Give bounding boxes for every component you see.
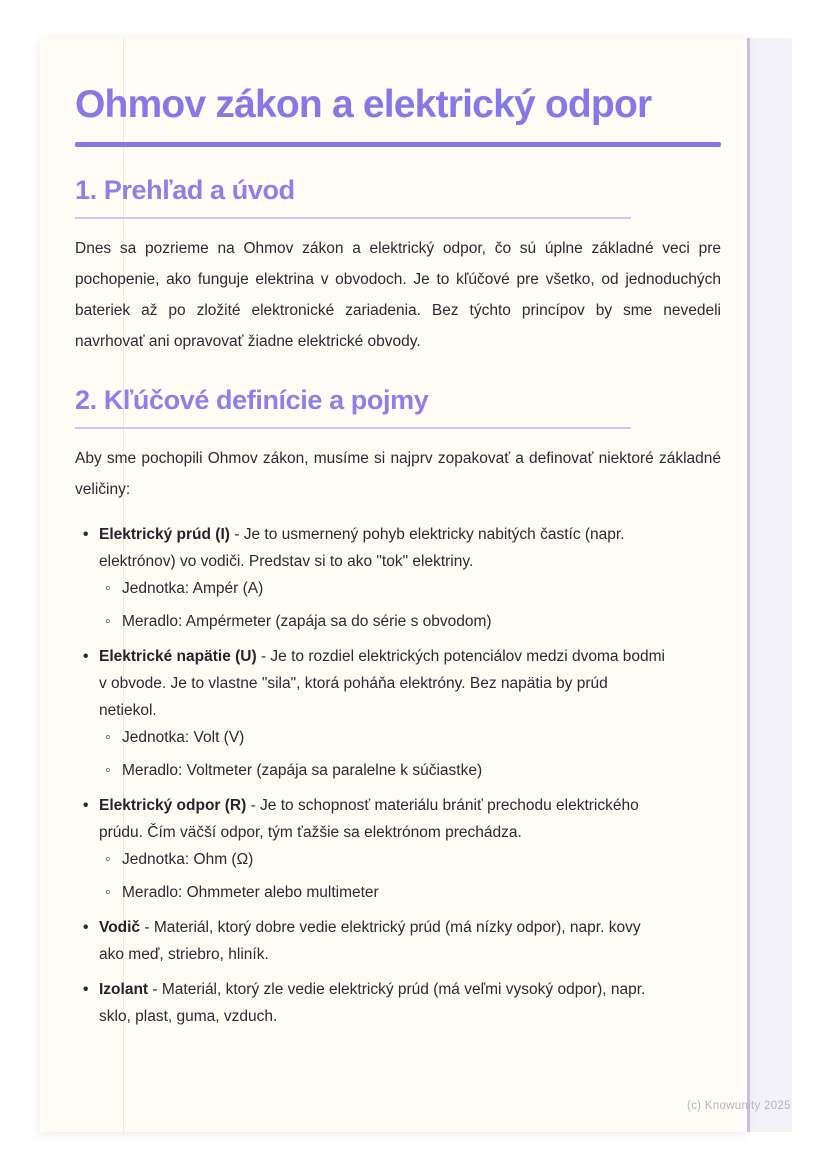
copyright-watermark: (c) Knowunity 2025 [687, 1100, 791, 1112]
circle-bullet-icon: ◦ [105, 729, 111, 747]
term-label: Elektrický prúd (I) [99, 526, 230, 544]
sub-list-item [105, 846, 669, 873]
sub-list [99, 724, 669, 784]
circle-bullet-icon: ◦ [105, 613, 111, 631]
term-label: Izolant [99, 981, 149, 999]
list-item-resistance [83, 792, 669, 906]
page-title: Ohmov zákon a elektrický odpor [75, 83, 652, 126]
sub-list-item [105, 724, 669, 751]
sub-list [99, 575, 669, 635]
term-description: - Je to usmernený pohyb elektricky nabitých častíc (napr. elektrónov) vo vodiči. Predstav si to ako "tok" elektriny. [99, 526, 625, 571]
term-description: - Je to schopnosť materiálu brániť prechodu elektrického prúdu. Čím väčší odpor, tým ťažšie sa elektrónom prechádza. [99, 797, 639, 842]
section-1-heading: 1. Prehľad a úvod [75, 175, 295, 206]
circle-bullet-icon: ◦ [105, 884, 111, 902]
circle-bullet-icon: ◦ [105, 851, 111, 869]
sub-list [99, 846, 669, 906]
sub-item-text: Jednotka: Ampér (A) [122, 580, 264, 598]
term-label: Elektrický odpor (R) [99, 797, 247, 815]
sub-item-text: Jednotka: Volt (V) [122, 729, 245, 747]
list-item-voltage [83, 643, 669, 784]
sub-list-item [105, 608, 669, 635]
circle-bullet-icon: ◦ [105, 762, 111, 780]
term-label: Vodič [99, 919, 141, 937]
term-description: - Je to rozdiel elektrických potenciálov medzi dvoma bodmi v obvode. Je to vlastne "sila", ktorá poháňa elektróny. Bez napätia by prúd netiekol. [99, 648, 666, 720]
section-1-paragraph: Dnes sa pozrieme na Ohmov zákon a elektrický odpor, čo sú úplne základné veci pre pochopenie, ako funguje elektrina v obvodoch. Je to kľúčové pre všetko, od jednoduchých bateriek až po zložité elektronické zariadenia. Bez týchto princípov by sme nevedeli navrhovať ani opravovať žiadne elektrické obvody. [75, 240, 721, 351]
term-description: - Materiál, ktorý zle vedie elektrický prúd (má veľmi vysoký odpor), napr. sklo, plast, guma, vzduch. [99, 981, 646, 1026]
list-item-conductor [83, 914, 669, 968]
section-1-divider [75, 217, 631, 219]
section-2-paragraph: Aby sme pochopili Ohmov zákon, musíme si najprv zopakovať a definovať niektoré základné veličiny: [75, 450, 721, 499]
sub-list-item [105, 575, 669, 602]
section-2-heading: 2. Kľúčové definície a pojmy [75, 385, 429, 416]
document-content [40, 38, 747, 1030]
section-2-divider [75, 427, 631, 429]
sub-item-text: Meradlo: Ohmmeter alebo multimeter [122, 884, 379, 902]
list-item-insulator [83, 976, 669, 1030]
sub-item-text: Meradlo: Ampérmeter (zapája sa do série s obvodom) [122, 613, 492, 631]
next-page-edge [747, 38, 792, 1132]
bullet-icon: • [83, 797, 89, 815]
bullet-icon: • [83, 981, 89, 999]
document-card [40, 38, 747, 1132]
circle-bullet-icon: ◦ [105, 580, 111, 598]
sub-item-text: Jednotka: Ohm (Ω) [122, 851, 254, 869]
bullet-icon: • [83, 648, 89, 666]
term-label: Elektrické napätie (U) [99, 648, 257, 666]
title-divider [75, 142, 721, 147]
sub-list-item [105, 879, 669, 906]
bullet-icon: • [83, 526, 89, 544]
sub-item-text: Meradlo: Voltmeter (zapája sa paralelne k súčiastke) [122, 762, 483, 780]
bullet-icon: • [83, 919, 89, 937]
list-item-current [83, 521, 669, 635]
sub-list-item [105, 757, 669, 784]
term-description: - Materiál, ktorý dobre vedie elektrický prúd (má nízky odpor), napr. kovy ako meď, striebro, hliník. [99, 919, 641, 964]
definitions-list [75, 521, 721, 1030]
